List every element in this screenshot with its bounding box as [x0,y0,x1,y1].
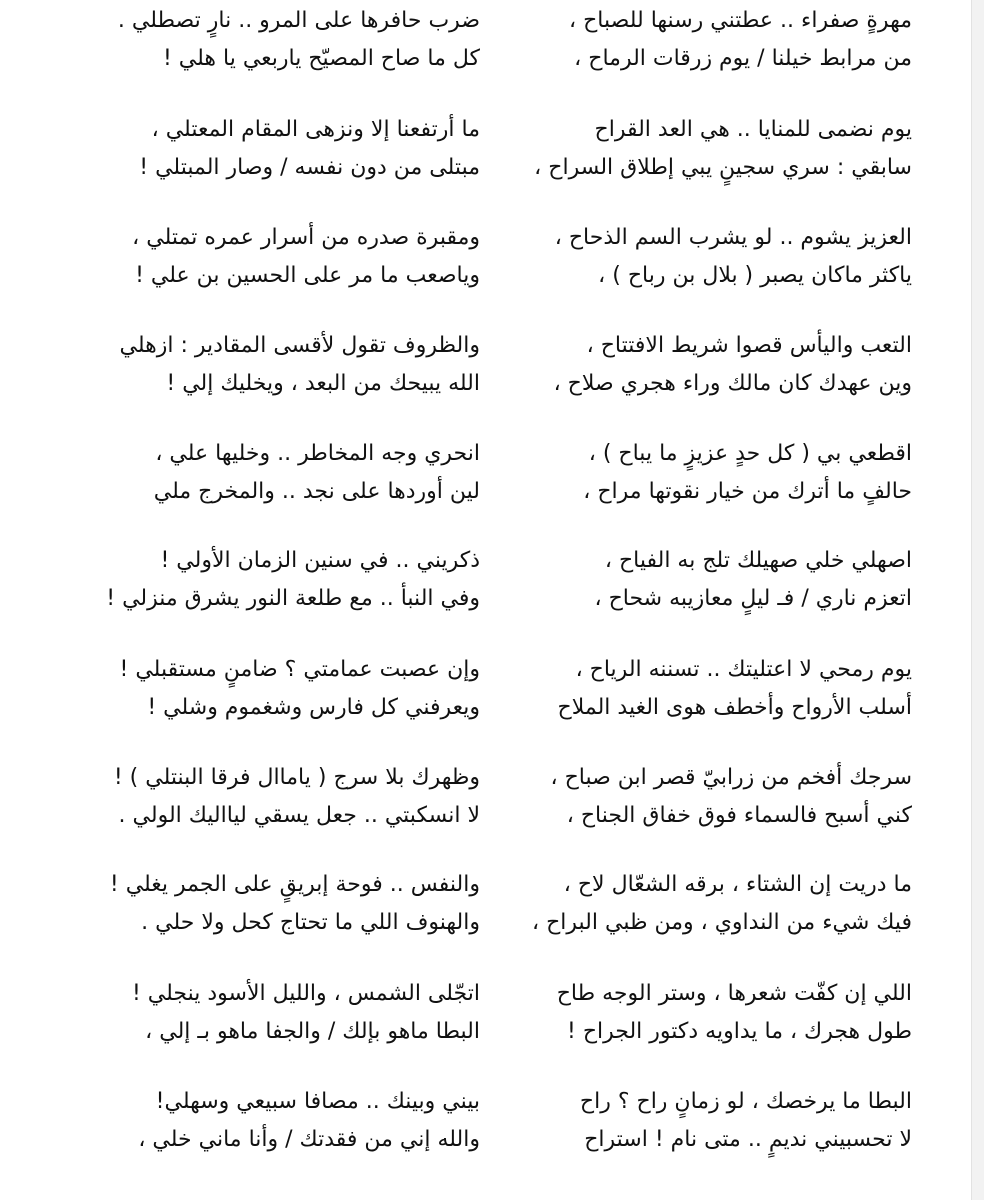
poem-line: ضرب حافرها على المرو .. نارٍ تصطلي . [117,8,480,33]
poem-line: كل ما صاح المصيّح ياربعي يا هلي ! [162,46,480,71]
stanza [0,2,972,82]
stanza [0,1083,972,1163]
stanza [0,651,972,731]
stanza [0,435,972,515]
second-hemistich [138,1083,480,1159]
first-hemistich [532,866,912,942]
second-hemistich [114,759,480,835]
first-hemistich [558,651,912,727]
second-hemistich [120,327,480,403]
first-hemistich [594,542,912,618]
poem-line: لا انسكبتي .. جعل يسقي ليااليك الولي . [118,803,480,828]
first-hemistich [554,327,912,403]
scrollbar[interactable] [971,0,984,1200]
stanza [0,327,972,407]
poem-line: اصهلي خلي صهيلك تلج به الفياح ، [604,548,912,573]
poem-line: والظروف تقول لأقسى المقادير : ازهلي [119,333,480,358]
stanza [0,975,972,1055]
first-hemistich [569,2,912,78]
poem-line: ما دريت إن الشتاء ، برقه الشعّال لاح ، [563,872,912,897]
poem-line: ومقبرة صدره من أسرار عمره تمتلي ، [132,225,480,250]
poem-line: حالفٍ ما أترك من خيار نقوتها مراح ، [583,479,912,504]
poem-line: البطا ماهو بإلك / والجفا ماهو بـ إلي ، [145,1019,480,1044]
second-hemistich [154,435,480,511]
first-hemistich [583,435,912,511]
poem-line: والنفس .. فوحة إبريقٍ على الجمر يغلي ! [109,872,480,897]
poem-line: التعب واليأس قصوا شريط الافتتاح ، [586,333,912,358]
stanza [0,542,972,622]
stanza [0,219,972,299]
poem-line: من مرابط خيلنا / يوم زرقات الرماح ، [574,46,912,71]
poem-line: انحري وجه المخاطر .. وخليها علي ، [155,441,480,466]
poem-line: ذكريني .. في سنين الزمان الأولي ! [160,548,480,573]
poem-line: يوم نضمى للمنايا .. هي العد القراح [594,117,912,142]
poem-line: سابقي : سري سجينٍ يبي إطلاق السراح ، [534,155,912,180]
stanza [0,759,972,839]
poem-line: طول هجرك ، ما يداويه دكتور الجراح ! [567,1019,912,1044]
poem-line: بيني وبينك .. مصافا سبيعي وسهلي! [155,1089,480,1114]
poem-line: اقطعي بي ( كل حدٍ عزيزٍ ما يباح ) ، [588,441,912,466]
poem-line: ياكثر ماكان يصبر ( بلال بن رباح ) ، [598,263,912,288]
poem-line: كني أسبح فالسماء فوق خفاق الجناح ، [566,803,912,828]
poem-line: لين أوردها على نجد .. والمخرج ملي [153,479,480,504]
second-hemistich [132,219,480,295]
poem-line: والله إني من فقدتك / وأنا ماني خلي ، [138,1127,480,1152]
poem-line: اتعزم ناري / فـ ليلٍ معازيبه شحاح ، [594,586,912,611]
first-hemistich [534,111,912,187]
poem-line: سرجك أفخم من زرابيّ قصر ابن صباح ، [550,765,912,790]
poem-line: ويعرفني كل فارس وشغموم وشلي ! [147,695,480,720]
poem-line: الله يبيحك من البعد ، ويخليك إلي ! [166,371,480,396]
poem-line: البطا ما يرخصك ، لو زمانٍ راح ؟ راح [579,1089,912,1114]
first-hemistich [550,759,912,835]
poem-line: وفي النبأ .. مع طلعة النور يشرق منزلي ! [106,586,480,611]
poem-line: اللي إن كفّت شعرها ، وستر الوجه طاح [556,981,912,1006]
second-hemistich [110,866,480,942]
poem-line: فيك شيء من النداوي ، ومن ظبي البراح ، [532,910,912,935]
first-hemistich [555,219,912,295]
poem-line: اتجّلى الشمس ، والليل الأسود ينجلي ! [131,981,480,1006]
second-hemistich [118,2,480,78]
second-hemistich [106,542,480,618]
second-hemistich [139,111,480,187]
first-hemistich [580,1083,912,1159]
poem-line: ما أرتفعنا إلا ونزهى المقام المعتلي ، [151,117,480,142]
poem-line: وظهرك بلا سرج ( ياماال فرقا البنتلي ) ! [113,765,480,790]
stanza [0,111,972,191]
poem-line: وإن عصبت عمامتي ؟ ضامنٍ مستقبلي ! [119,657,480,682]
poem-line: لا تحسبيني نديمٍ .. متى نام ! استراح [584,1127,912,1152]
poem-line: مبتلى من دون نفسه / وصار المبتلي ! [139,155,480,180]
second-hemistich [132,975,480,1051]
poem-line: والهنوف اللي ما تحتاج كحل ولا حلي . [141,910,480,935]
poem-line: وياصعب ما مر على الحسين بن علي ! [135,263,480,288]
poem-line: يوم رمحي لا اعتليتك .. تسننه الرياح ، [575,657,912,682]
stanza [0,866,972,946]
poem-line: مهرةٍ صفراء .. عطتني رسنها للصباح ، [569,8,912,33]
poem-line: وين عهدك كان مالك وراء هجري صلاح ، [553,371,912,396]
first-hemistich [557,975,912,1051]
second-hemistich [120,651,480,727]
poem-line: العزيز يشوم .. لو يشرب السم الذحاح ، [554,225,912,250]
poem-line: أسلب الأرواح وأخطف هوى الغيد الملاح [557,695,912,720]
